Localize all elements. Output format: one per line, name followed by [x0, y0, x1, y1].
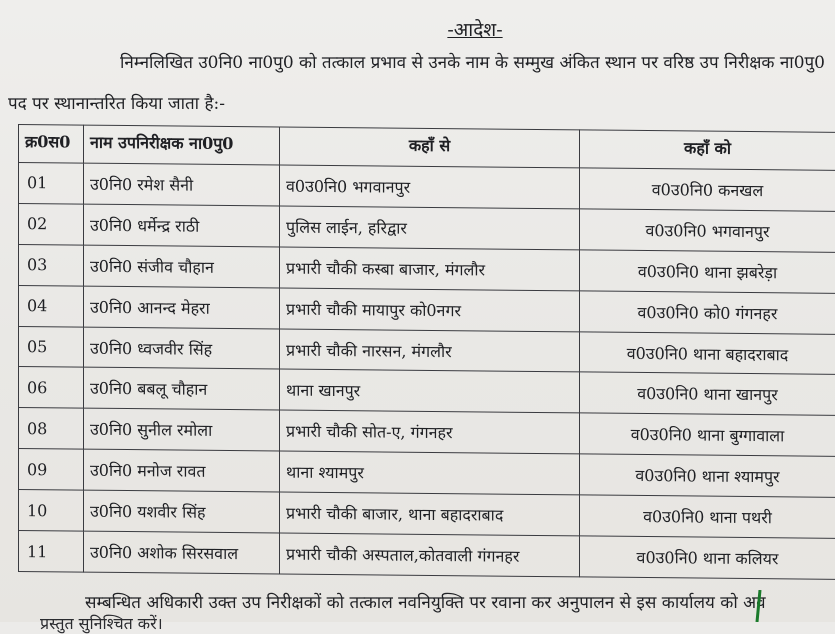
cell-from: प्रभारी चौकी अस्पताल,कोतवाली गंगनहर: [280, 533, 580, 577]
header-to: कहाँ को: [580, 130, 835, 170]
cell-from: प्रभारी चौकी नारसन, मंगलौर: [280, 329, 580, 373]
cell-serial: 01: [19, 163, 84, 205]
cell-serial: 02: [19, 203, 84, 245]
cell-from: थाना श्यामपुर: [280, 451, 580, 495]
header-serial: क्र0स0: [19, 125, 84, 164]
cell-serial: 11: [19, 531, 84, 573]
cell-to: व0उ0नि0 थाना कलियर: [580, 536, 835, 579]
cell-from: पुलिस लाईन, हरिद्वार: [280, 206, 580, 250]
cell-name: उ0नि0 बबलू चौहान: [84, 368, 280, 411]
cell-to: व0उ0नि0 भगवानपुर: [580, 209, 835, 252]
cell-name: उ0नि0 धर्मेन्द्र राठी: [84, 204, 280, 247]
transfer-table: [18, 124, 835, 580]
transfer-table-wrapper: [18, 124, 835, 580]
cell-from: प्रभारी चौकी कस्बा बाजार, मंगलौर: [280, 247, 580, 291]
cell-name: उ0नि0 अशोक सिरसवाल: [84, 531, 280, 574]
cell-serial: 10: [19, 490, 84, 532]
header-from: कहाँ से: [280, 127, 580, 168]
cell-to: व0उ0नि0 को0 गंगनहर: [580, 291, 835, 334]
cell-from: प्रभारी चौकी मायापुर को0नगर: [280, 288, 580, 332]
cell-name: उ0नि0 सुनील रमोला: [84, 408, 280, 451]
cell-serial: 06: [19, 367, 84, 409]
cell-to: व0उ0नि0 थाना खानपुर: [580, 372, 835, 415]
intro-line-1: निम्नलिखित उ0नि0 ना0पु0 को तत्काल प्रभाव से उनके नाम के सम्मुख अंकित स्थान पर वरिष्ठ उप निरीक्षक ना0पु0: [120, 50, 825, 73]
table-row: [19, 531, 835, 580]
cell-from: थाना खानपुर: [280, 369, 580, 413]
cell-name: उ0नि0 आनन्द मेहरा: [84, 286, 280, 329]
cut-off-line: प्रस्तुत सुनिश्चित करें।: [40, 612, 163, 634]
cell-from: व0उ0नि0 भगवानपुर: [280, 165, 580, 209]
table-body: [19, 163, 835, 580]
cell-to: व0उ0नि0 थाना झबरेड़ा: [580, 250, 835, 293]
cell-to: व0उ0नि0 कनखल: [580, 168, 835, 211]
closing-line: सम्बन्धित अधिकारी उक्त उप निरीक्षकों को तत्काल नवनियुक्ति पर रवाना कर अनुपालन से इस कार्यालय को अव: [85, 590, 766, 613]
cell-to: व0उ0नि0 थाना बहादराबाद: [580, 331, 835, 374]
cell-serial: 08: [19, 408, 84, 450]
cell-to: व0उ0नि0 थाना बुग्गावाला: [580, 413, 835, 456]
cell-serial: 04: [19, 285, 84, 327]
cell-serial: 03: [19, 244, 84, 286]
cell-from: प्रभारी चौकी बाजार, थाना बहादराबाद: [280, 492, 580, 536]
cell-to: व0उ0नि0 थाना श्यामपुर: [580, 454, 835, 497]
cell-name: उ0नि0 यशवीर सिंह: [84, 490, 280, 533]
cell-name: उ0नि0 ध्वजवीर सिंह: [84, 327, 280, 370]
cell-name: उ0नि0 संजीव चौहान: [84, 245, 280, 288]
cell-name: उ0नि0 रमेश सैनी: [84, 163, 280, 206]
document-heading: -आदेश-: [0, 16, 835, 42]
pen-mark: [748, 590, 768, 622]
cell-serial: 05: [19, 326, 84, 368]
header-name: नाम उपनिरीक्षक ना0पु0: [84, 125, 280, 165]
cell-name: उ0नि0 मनोज रावत: [84, 449, 280, 492]
cell-from: प्रभारी चौकी सोत-ए, गंगनहर: [280, 410, 580, 454]
intro-line-2: पद पर स्थानान्तरित किया जाता है:-: [8, 91, 225, 114]
cell-to: व0उ0नि0 थाना पथरी: [580, 495, 835, 538]
cell-serial: 09: [19, 449, 84, 491]
